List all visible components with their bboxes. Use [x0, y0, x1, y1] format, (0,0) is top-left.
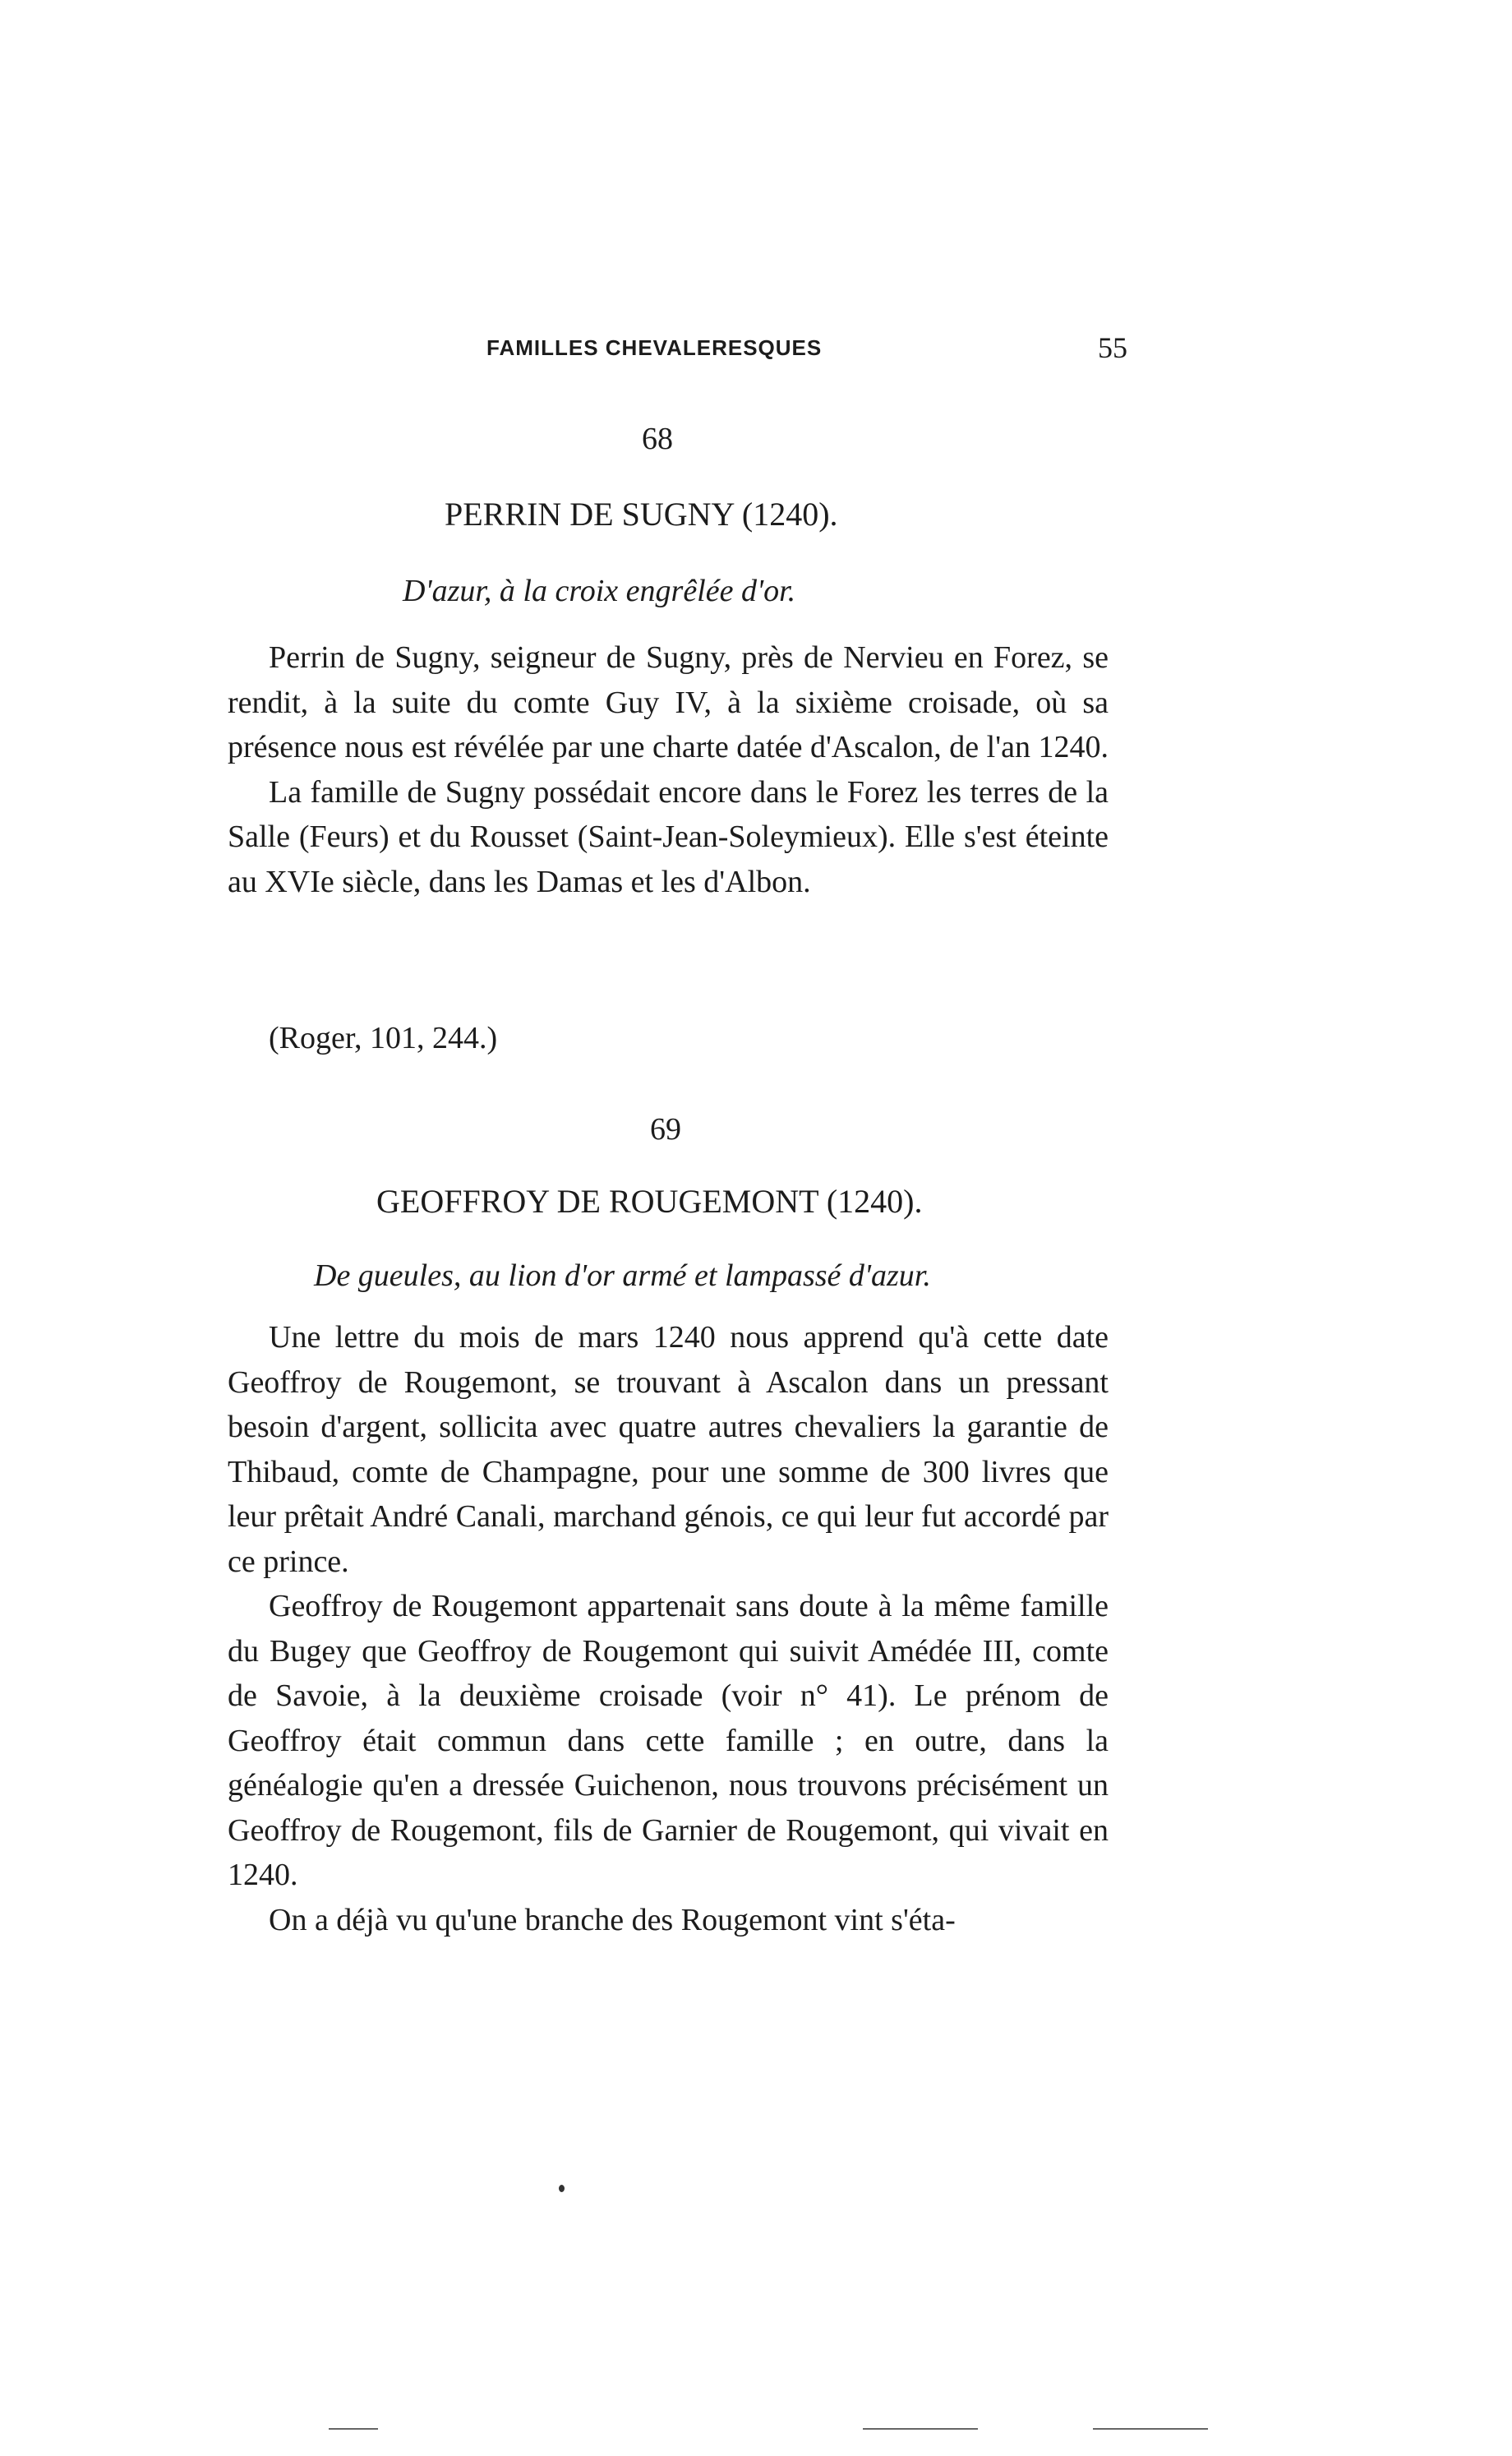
paragraph: On a déjà vu qu'une branche des Rougemont vint s'éta- [269, 1902, 956, 1937]
blazon: D'azur, à la croix engrêlée d'or. [403, 574, 796, 608]
scan-rule [863, 2428, 978, 2430]
paragraph: La famille de Sugny possédait encore dans le Forez les terres de la Salle (Feurs) et du Rousset (Saint-Jean-Soleymieux). Elle s'est éteinte au XVIe siècle, dans les Damas et les d'Albon. [228, 774, 1109, 899]
entry-body [228, 1315, 1109, 1942]
entry-title: GEOFFROY DE ROUGEMONT (1240). [376, 1183, 923, 1220]
entry-body [228, 635, 1109, 904]
entry-number: 69 [650, 1112, 681, 1147]
entry-title: PERRIN DE SUGNY (1240). [445, 496, 838, 533]
blazon: De gueules, au lion d'or armé et lampassé d'azur. [314, 1258, 931, 1293]
paragraph: Geoffroy de Rougemont appartenait sans doute à la même famille du Bugey que Geoffroy de Rougemont qui suivit Amédée III, comte de Savoie, à la deuxième croisade (voir n° 41). Le prénom de Geoffroy était commun dans cette famille ; en outre, dans la généalogie qu'en a dressée Guichenon, nous trouvons précisément un Geoffroy de Rougemont, fils de Garnier de Rougemont, qui vivait en 1240. [228, 1589, 1109, 1892]
running-title: FAMILLES CHEVALERESQUES [486, 335, 823, 360]
reference: (Roger, 101, 244.) [269, 1021, 498, 1055]
paragraph: Une lettre du mois de mars 1240 nous apprend qu'à cette date Geoffroy de Rougemont, se trouvant à Ascalon dans un pressant besoin d'argent, sollicita avec quatre autres chevaliers la garantie de Thibaud, comte de Champagne, pour une somme de 300 livres que leur prêtait André Canali, marchand génois, ce qui leur fut accordé par ce prince. [228, 1320, 1109, 1579]
page-number: 55 [1098, 331, 1127, 364]
entry-number: 68 [642, 422, 673, 456]
ink-speck [559, 2185, 565, 2192]
scan-rule [329, 2428, 378, 2430]
scan-rule [1093, 2428, 1208, 2430]
running-head [486, 331, 1127, 376]
paragraph: Perrin de Sugny, seigneur de Sugny, près de Nervieu en Forez, se rendit, à la suite du comte Guy IV, à la sixième croisade, où sa présence nous est révélée par une charte datée d'Ascalon, de l'an 1240. [228, 640, 1109, 764]
